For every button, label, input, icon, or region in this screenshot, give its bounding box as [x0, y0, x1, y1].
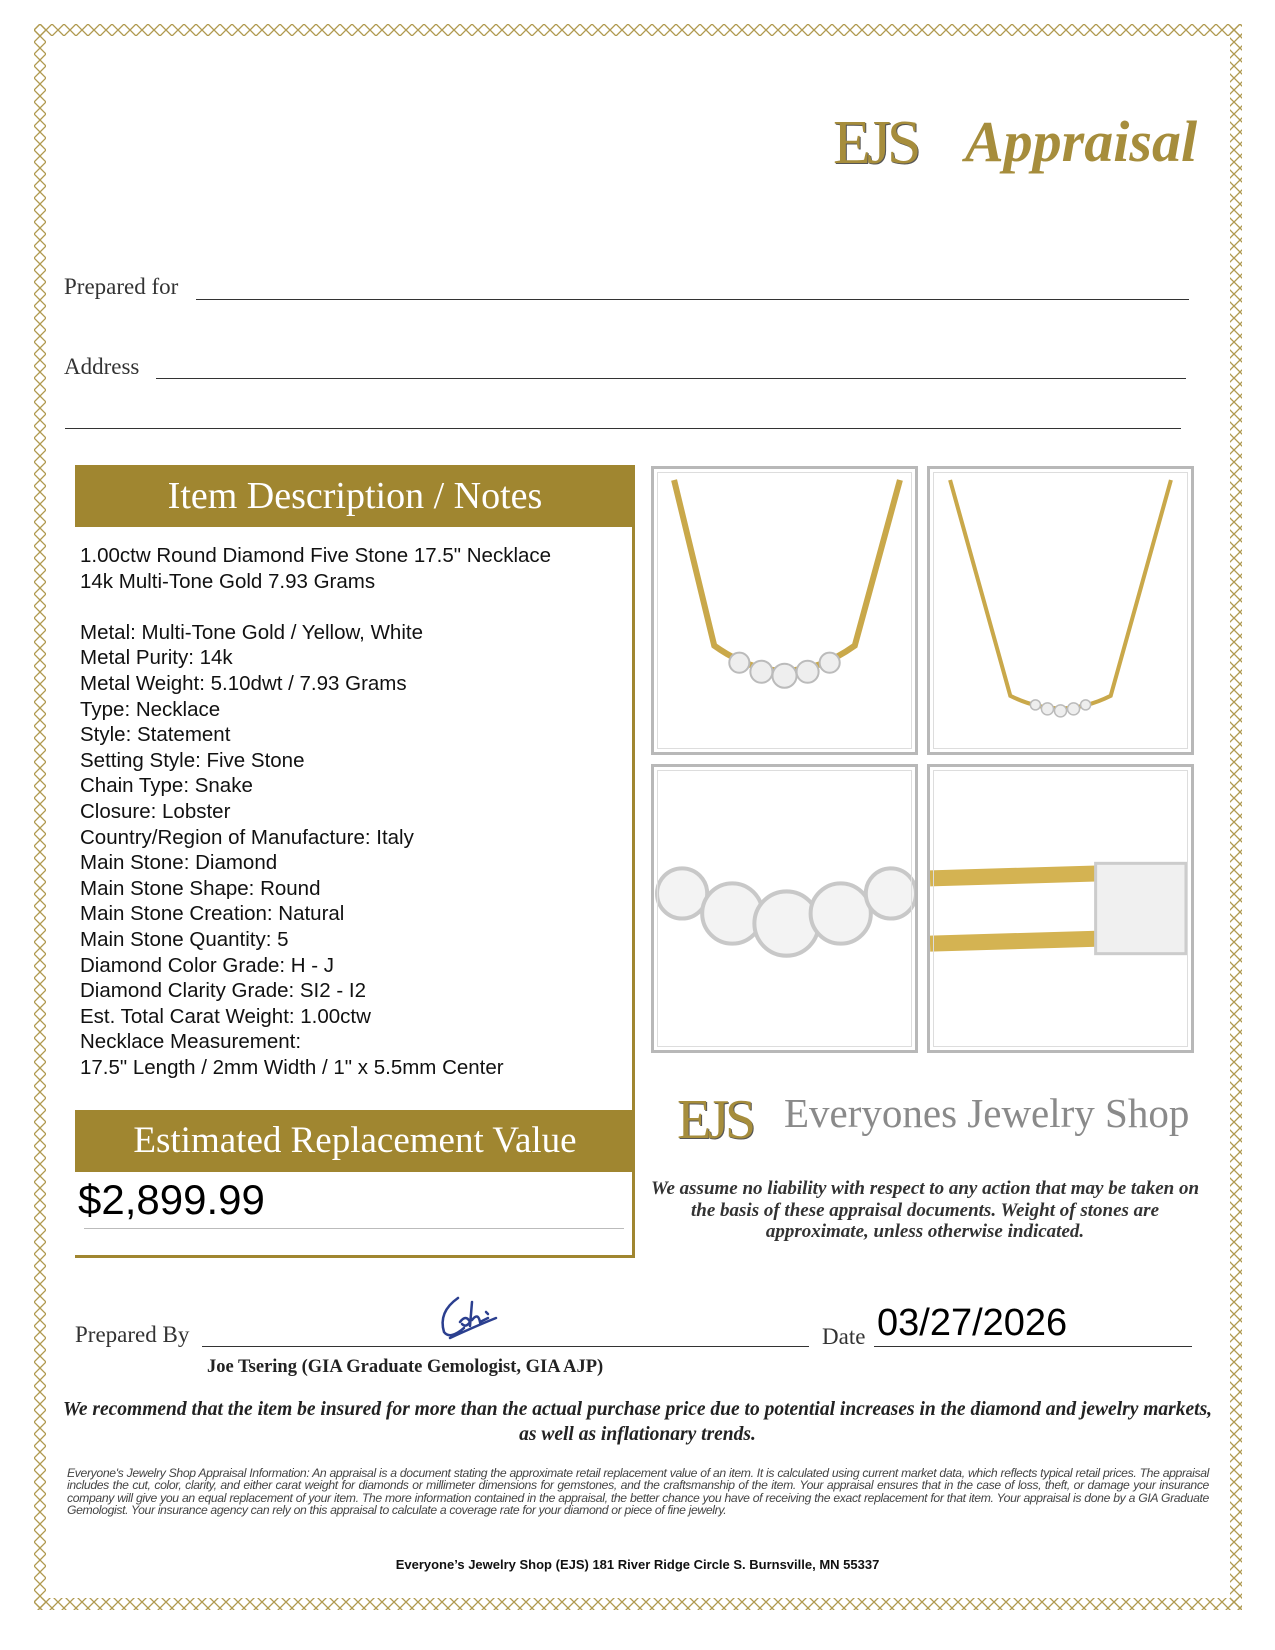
shop-logo: EJS: [677, 1089, 753, 1151]
liability-disclaimer: We assume no liability with respect to any action that may be taken on the basis of these appraisal documents. Weight of stones are approximate, unless otherwise indicated.: [650, 1178, 1200, 1242]
prepared-by-label: Prepared By: [75, 1322, 190, 1347]
item-detail-line: Style: Statement: [80, 723, 231, 747]
appraisal-title: Appraisal: [965, 109, 1198, 174]
product-photo-3: [651, 764, 918, 1053]
product-photo-1: [651, 466, 918, 755]
item-detail-line: [80, 594, 551, 620]
appraiser-name: Joe Tsering (GIA Graduate Gemologist, GIA AJP): [207, 1357, 604, 1377]
item-detail-line: Main Stone Quantity: 5: [80, 927, 289, 951]
item-description-heading: Item Description / Notes: [75, 465, 635, 527]
address-field-line-2[interactable]: [65, 428, 1181, 429]
replacement-value-amount: $2,899.99: [78, 1176, 265, 1223]
item-detail-line: Type: Necklace: [80, 697, 221, 721]
item-detail-line: Necklace Measurement:: [80, 1030, 302, 1054]
item-detail-line: Metal Weight: 5.10dwt / 7.93 Grams: [80, 671, 407, 695]
item-description-list: [80, 543, 551, 1080]
address-label: Address: [64, 354, 140, 379]
item-detail-line: Est. Total Carat Weight: 1.00ctw: [80, 1004, 371, 1028]
item-detail-line: Setting Style: Five Stone: [80, 748, 305, 772]
date-field[interactable]: [874, 1346, 1192, 1347]
item-detail-line: Chain Type: Snake: [80, 774, 253, 798]
item-detail-line: Diamond Clarity Grade: SI2 - I2: [80, 979, 366, 1003]
item-detail-line: Country/Region of Manufacture: Italy: [80, 825, 414, 849]
item-detail-line: 14k Multi-Tone Gold 7.93 Grams: [80, 569, 376, 593]
insurance-recommendation: We recommend that the item be insured for more than the actual purchase price due to potential increases in the diamond and jewelry markets, as well as inflationary trends.: [62, 1399, 1213, 1445]
product-photo-2: [927, 466, 1194, 755]
appraisal-information: Everyone's Jewelry Shop Appraisal Information: An appraisal is a document stating the approximate retail replacement value of an item. It is calculated using current market data, which reflects typical retail prices. The appraisal includes the cut, color, clarity, and either carat weight for diamonds or millimeter dimensions for gemstones, and the craftsmanship of the item. Your appraisal ensures that in the case of loss, theft, or damage your insurance company will give you an equal replacement of your item. The more information contained in the appraisal, the better chance you have of receiving the exact replacement for that item. Your appraisal is done by a GIA Graduate Gemologist. Your insurance agency can rely on this appraisal to calculate a coverage rate for your diamond or piece of fine jewelry.: [67, 1466, 1209, 1518]
prepared-for-field[interactable]: [196, 299, 1189, 300]
item-detail-line: 17.5" Length / 2mm Width / 1" x 5.5mm Center: [80, 1055, 504, 1079]
product-photo-4: [927, 764, 1194, 1053]
item-detail-line: Main Stone: Diamond: [80, 851, 278, 875]
shop-name: Everyones Jewelry Shop: [784, 1090, 1190, 1136]
replacement-value-heading: Estimated Replacement Value: [75, 1110, 635, 1172]
item-detail-line: Main Stone Creation: Natural: [80, 902, 345, 926]
address-field[interactable]: [156, 378, 1186, 379]
date-value: 03/27/2026: [877, 1302, 1068, 1344]
signature-image: [436, 1292, 506, 1342]
item-detail-line: Closure: Lobster: [80, 799, 231, 823]
item-detail-line: Metal: Multi-Tone Gold / Yellow, White: [80, 620, 423, 644]
item-detail-line: Metal Purity: 14k: [80, 646, 233, 670]
item-detail-line: Main Stone Shape: Round: [80, 876, 321, 900]
date-label: Date: [822, 1324, 866, 1349]
ejs-logo: EJS: [833, 109, 918, 177]
shop-address-footer: Everyone’s Jewelry Shop (EJS) 181 River Ridge Circle S. Burnsville, MN 55337: [395, 1557, 880, 1572]
item-detail-line: Diamond Color Grade: H - J: [80, 953, 335, 977]
prepared-by-field[interactable]: [202, 1346, 809, 1347]
prepared-for-label: Prepared for: [64, 274, 179, 299]
value-underline: [84, 1228, 624, 1229]
item-detail-line: 1.00ctw Round Diamond Five Stone 17.5" Necklace: [80, 544, 552, 567]
